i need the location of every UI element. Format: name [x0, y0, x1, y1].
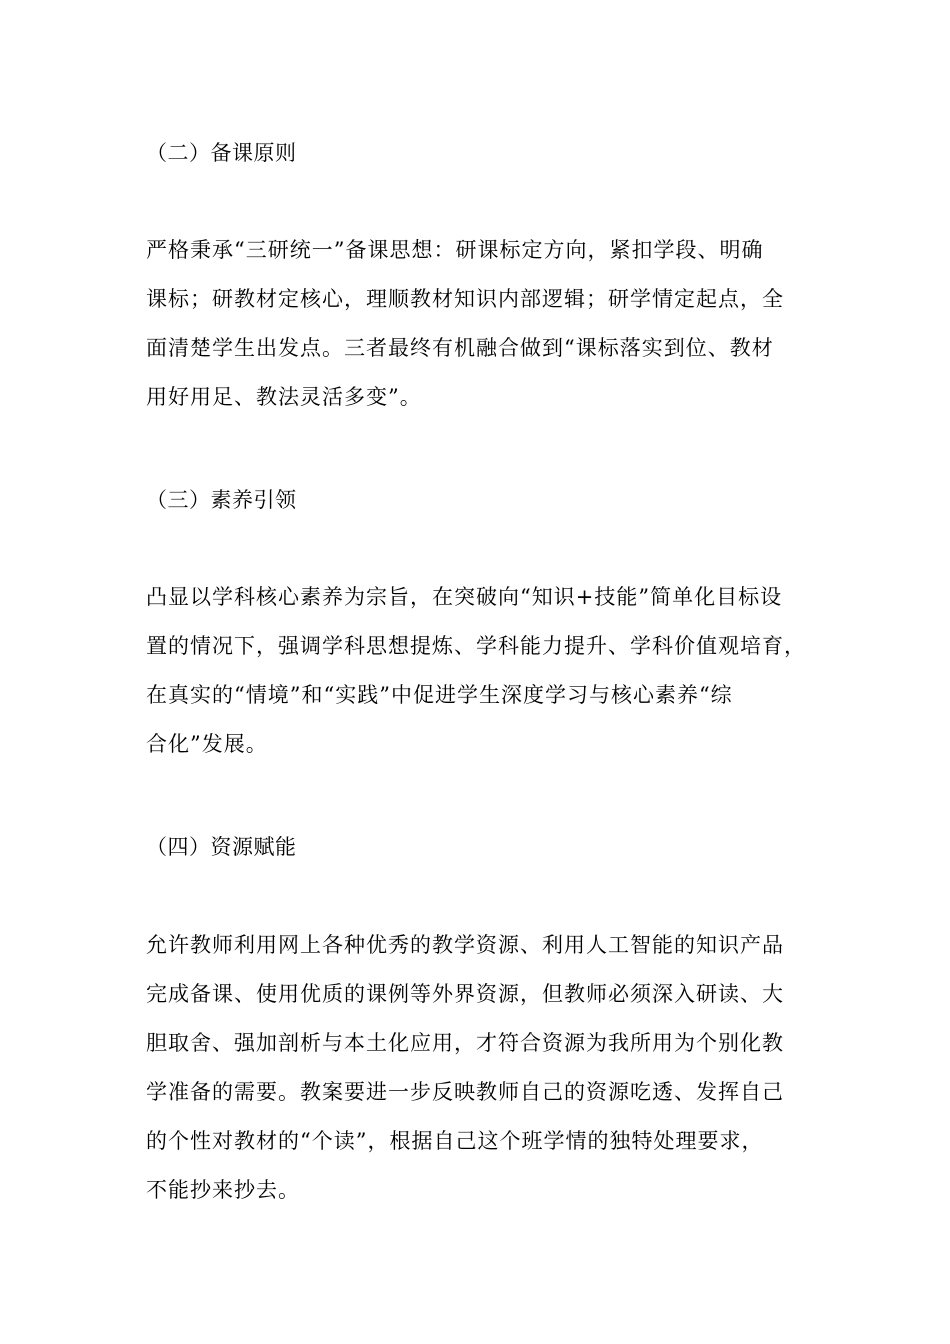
paragraph-line: 不能抄来抄去。 [146, 1178, 300, 1202]
paragraph-line: 严格秉承“三研统一”备课思想：研课标定方向，紧扣学段、明确 [146, 238, 764, 262]
paragraph-line: 学准备的需要。教案要进一步反映教师自己的资源吃透、发挥自己 [146, 1080, 784, 1104]
paragraph-line: 面清楚学生出发点。三者最终有机融合做到“课标落实到位、教材 [146, 336, 774, 360]
section-heading-3: （三）素养引领 [146, 488, 297, 512]
paragraph-line: 完成备课、使用优质的课例等外界资源，但教师必须深入研读、大 [146, 982, 784, 1006]
paragraph-line: 胆取舍、强加剖析与本土化应用，才符合资源为我所用为个别化教 [146, 1031, 784, 1055]
section-paragraph-3 [146, 573, 826, 769]
paragraph-line: 在真实的“情境”和“实践”中促进学生深度学习与核心素养“综 [146, 683, 733, 707]
paragraph-line: 允许教师利用网上各种优秀的教学资源、利用人工智能的知识产品 [146, 933, 784, 957]
paragraph-line: 课标；研教材定核心，理顺教材知识内部逻辑；研学情定起点，全 [146, 287, 784, 311]
paragraph-line: 置的情况下，强调学科思想提炼、学科能力提升、学科价值观培育， [146, 634, 806, 658]
paragraph-line: 凸显以学科核心素养为宗旨，在突破向“知识+技能”简单化目标设 [146, 585, 783, 609]
section-paragraph-2 [146, 226, 826, 422]
section-heading-4: （四）资源赋能 [146, 835, 297, 859]
paragraph-line: 用好用足、教法灵活多变”。 [146, 385, 422, 409]
paragraph-line: 合化”发展。 [146, 732, 268, 756]
section-paragraph-4 [146, 921, 826, 1215]
section-heading-2: （二）备课原则 [146, 141, 297, 165]
paragraph-line: 的个性对教材的“个读”，根据自己这个班学情的独特处理要求， [146, 1129, 764, 1153]
